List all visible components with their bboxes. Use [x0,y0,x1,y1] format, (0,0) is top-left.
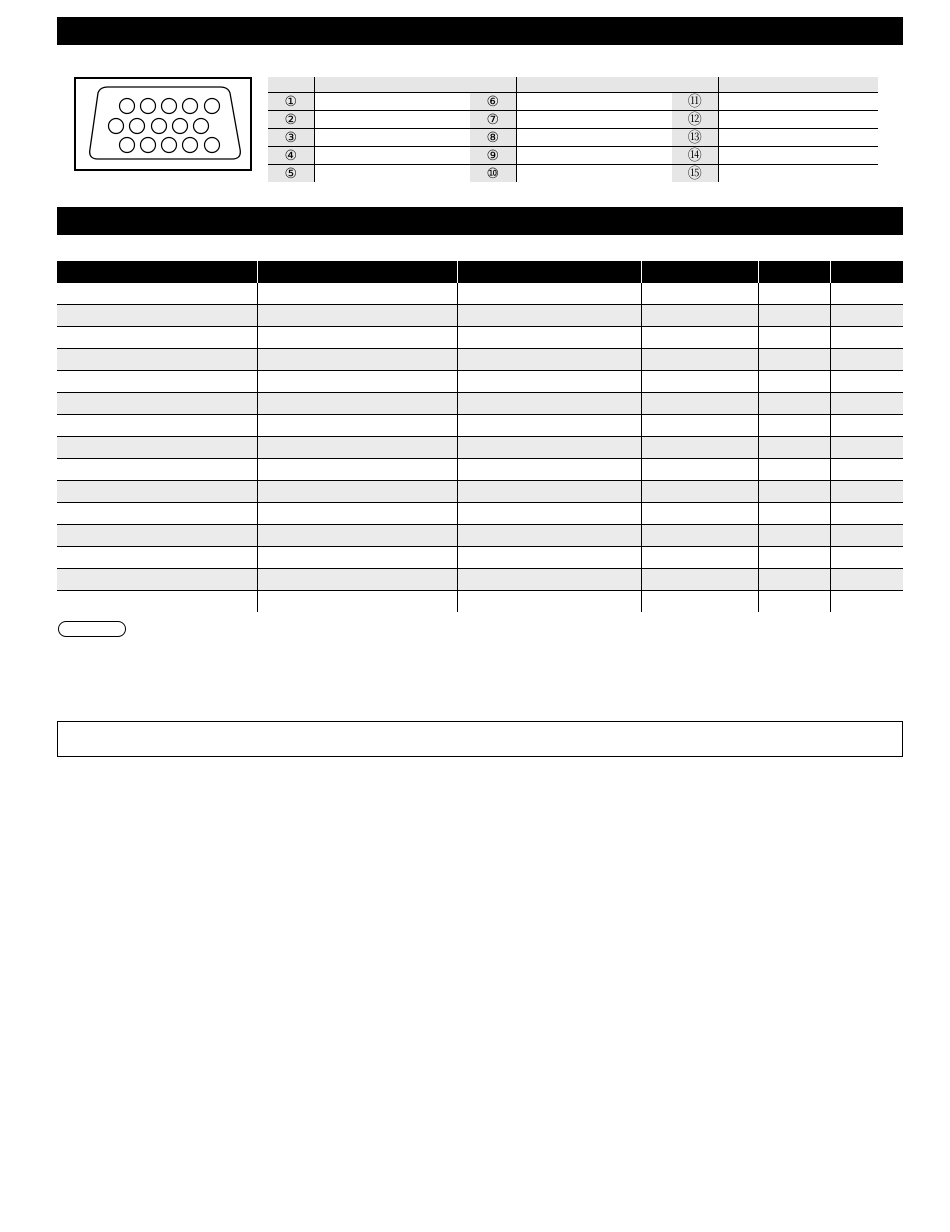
signal-table-cell [641,327,758,349]
signal-table-cell [758,569,830,591]
pin-number: ⑭ [672,147,718,165]
pin-signal [718,165,878,183]
pin-header-cell [672,77,718,93]
signal-table-cell [758,327,830,349]
signal-table-cell [257,349,457,371]
signal-header-cell [314,77,470,93]
signal-table-cell [457,437,641,459]
signal-table-cell [457,305,641,327]
signal-table-cell [641,569,758,591]
info-box [57,721,903,757]
signal-table-cell [257,393,457,415]
signal-table-cell [257,525,457,547]
pin-number: ⑧ [470,129,516,147]
signal-table-cell [457,525,641,547]
signal-table-cell [457,569,641,591]
pin-header-cell [470,77,516,93]
pin-signal [314,111,470,129]
signal-table-cell [457,459,641,481]
signal-table-cell [57,371,257,393]
pin-signal [516,147,672,165]
pin-signal [718,93,878,111]
column-header [457,261,641,283]
signal-table-cell [57,503,257,525]
signal-table-cell [641,371,758,393]
signal-table-row [57,437,903,459]
pin-number: ⑮ [672,165,718,183]
signal-header-cell [516,77,672,93]
signal-table-cell [641,459,758,481]
pin-signal [718,147,878,165]
pin-13-icon [162,138,177,153]
pin-table-row [268,111,878,129]
signal-table-cell [830,415,903,437]
pin-9-icon [173,119,188,134]
signal-table-cell [457,481,641,503]
signal-table-cell [457,393,641,415]
signal-table-cell [641,481,758,503]
signal-table-cell [257,459,457,481]
pin-signal [516,93,672,111]
pin-2-icon [141,99,156,114]
signal-table-cell [57,591,257,613]
signal-table-cell [257,591,457,613]
signal-table-row [57,569,903,591]
signal-table-cell [758,481,830,503]
signal-table-cell [257,503,457,525]
pin-number: ⑬ [672,129,718,147]
pin-signal [314,147,470,165]
signal-table-cell [830,547,903,569]
signal-timing-table [57,261,903,612]
pin-signal [516,165,672,183]
signal-table-cell [57,459,257,481]
signal-table-cell [641,437,758,459]
signal-table-cell [57,349,257,371]
signal-table-cell [758,525,830,547]
pin-1-icon [120,99,135,114]
pin-4-icon [183,99,198,114]
column-header [830,261,903,283]
signal-table-cell [641,283,758,305]
signal-table-cell [257,569,457,591]
signal-table-row [57,415,903,437]
signal-table-cell [758,547,830,569]
signal-table-cell [830,569,903,591]
pin-signal [314,129,470,147]
pin-5-icon [205,99,220,114]
pin-signal [718,129,878,147]
signal-table-cell [830,305,903,327]
pin-table-row [268,147,878,165]
signal-table-cell [758,393,830,415]
pin-10-icon [194,119,209,134]
signal-table-cell [57,393,257,415]
column-header [57,261,257,283]
signal-table-cell [57,415,257,437]
signal-table-cell [457,415,641,437]
pin-3-icon [162,99,177,114]
signal-table-cell [641,415,758,437]
column-header [758,261,830,283]
signal-table-cell [257,305,457,327]
connector-outline-icon [76,79,254,173]
pin-11-icon [120,138,135,153]
signal-table-cell [830,437,903,459]
signal-table-cell [641,591,758,613]
pin-table-row [268,165,878,183]
pin-signal [314,165,470,183]
signal-table-row [57,371,903,393]
pin-number: ② [268,111,314,129]
signal-table-cell [457,371,641,393]
signal-table-cell [758,459,830,481]
signal-table-row [57,393,903,415]
pin-signal [516,129,672,147]
signal-table-cell [57,437,257,459]
signal-table-row [57,547,903,569]
signal-table-cell [758,349,830,371]
signal-table-cell [57,525,257,547]
pin-15-icon [205,138,220,153]
signal-table-row [57,525,903,547]
signal-table-cell [758,591,830,613]
signal-table-row [57,503,903,525]
signal-table-cell [830,283,903,305]
signal-table-cell [830,481,903,503]
pin-number: ⑥ [470,93,516,111]
signal-table-cell [758,371,830,393]
signal-table-cell [758,283,830,305]
pin-assignment-table [268,77,878,182]
signal-table-cell [257,371,457,393]
pin-number: ④ [268,147,314,165]
signal-table-cell [758,503,830,525]
signal-table-cell [758,305,830,327]
signal-table-cell [641,525,758,547]
pin-number: ③ [268,129,314,147]
pin-table-row [268,93,878,111]
signal-table-row [57,459,903,481]
signal-table-row [57,327,903,349]
pin-number: ⑪ [672,93,718,111]
signal-table-cell [57,283,257,305]
signal-table-cell [57,547,257,569]
signal-table-cell [257,437,457,459]
signal-table-cell [641,349,758,371]
note-label-badge [58,621,126,637]
pin-number: ⑩ [470,165,516,183]
signal-table-cell [457,283,641,305]
signal-header-cell [718,77,878,93]
column-header [257,261,457,283]
signal-table-cell [830,349,903,371]
signal-table-cell [830,327,903,349]
signal-table-cell [641,547,758,569]
signal-table-cell [257,327,457,349]
pin-8-icon [152,119,167,134]
pin-signal [314,93,470,111]
signal-table-cell [457,349,641,371]
signal-table-cell [758,437,830,459]
signal-table-cell [457,591,641,613]
signal-table-cell [457,503,641,525]
pin-number: ⑫ [672,111,718,129]
signal-table-header [57,261,903,283]
pin-number: ⑨ [470,147,516,165]
signal-table-cell [641,393,758,415]
pin-table-header [268,77,878,93]
signal-table-row [57,305,903,327]
signal-table-row [57,283,903,305]
signal-table-cell [641,305,758,327]
pin-header-cell [268,77,314,93]
section-header-bar-1 [57,17,903,45]
pin-number: ⑤ [268,165,314,183]
pin-table-row [268,129,878,147]
d-sub-15-pin-connector-diagram [74,77,252,171]
signal-table-cell [457,327,641,349]
column-header [641,261,758,283]
signal-table-cell [257,547,457,569]
signal-table-cell [830,393,903,415]
signal-table-row [57,481,903,503]
signal-table-cell [641,503,758,525]
signal-table-cell [830,525,903,547]
signal-table-cell [257,415,457,437]
pin-signal [718,111,878,129]
pin-6-icon [109,119,124,134]
signal-table-cell [457,547,641,569]
pin-7-icon [130,119,145,134]
pin-12-icon [141,138,156,153]
pin-number: ① [268,93,314,111]
pin-14-icon [183,138,198,153]
pin-number: ⑦ [470,111,516,129]
signal-table-cell [830,591,903,613]
signal-table-cell [758,415,830,437]
signal-table-cell [57,305,257,327]
signal-table-row [57,349,903,371]
pin-signal [516,111,672,129]
signal-table-cell [830,459,903,481]
signal-table-cell [830,371,903,393]
signal-table-cell [830,503,903,525]
signal-table-cell [57,481,257,503]
signal-table-cell [57,569,257,591]
section-header-bar-2 [57,207,903,235]
signal-table-cell [57,327,257,349]
signal-table-row [57,591,903,613]
signal-table-cell [257,481,457,503]
signal-table-cell [257,283,457,305]
